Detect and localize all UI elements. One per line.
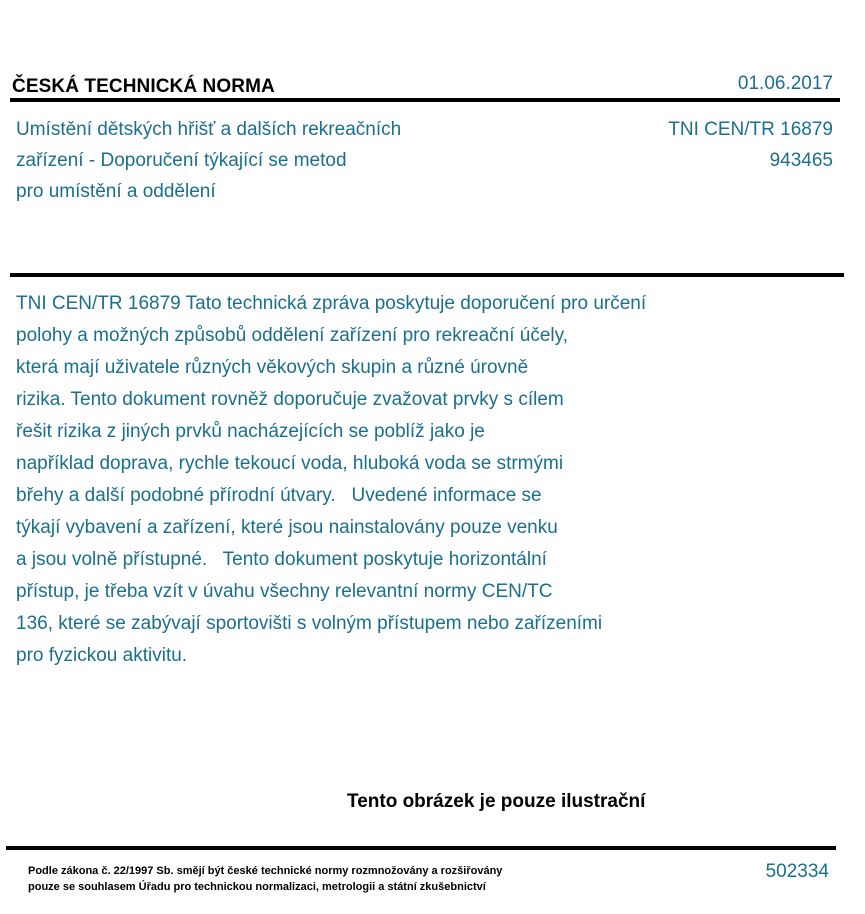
abstract-line: týkají vybavení a zařízení, které jsou nainstalovány pouze venku — [16, 517, 558, 538]
document-identifiers — [668, 114, 833, 176]
legal-notice — [28, 863, 502, 895]
title-line: pro umístění a oddělení — [16, 181, 216, 202]
abstract-line: polohy a možných způsobů oddělení zařízení pro rekreační účely, — [16, 325, 569, 346]
abstract-line: například doprava, rychle tekoucí voda, hluboká voda se strmými — [16, 453, 564, 474]
abstract-line: přístup, je třeba vzít v úvahu všechny relevantní normy CEN/TC — [16, 581, 553, 602]
document-title — [16, 114, 516, 207]
header-divider — [10, 98, 840, 102]
abstract-line: která mají uživatele různých věkových skupin a různé úrovně — [16, 357, 529, 378]
abstract-line: pro fyzickou aktivitu. — [16, 645, 188, 666]
abstract-line: rizika. Tento dokument rovněž doporučuje zvažovat prvky s cílem — [16, 389, 564, 410]
abstract-line: břehy a další podobné přírodní útvary. Uvedené informace se — [16, 485, 542, 506]
standard-type-heading: ČESKÁ TECHNICKÁ NORMA — [12, 76, 275, 97]
publication-date: 01.06.2017 — [737, 73, 833, 94]
catalog-number: 943465 — [769, 150, 833, 171]
abstract-line: a jsou volně přístupné. Tento dokument poskytuje horizontální — [16, 549, 547, 570]
abstract-line: TNI CEN/TR 16879 Tato technická zpráva poskytuje doporučení pro určení — [16, 293, 647, 314]
legal-line: pouze se souhlasem Úřadu pro technickou normalizaci, metrologii a státní zkušebnictví — [28, 881, 486, 893]
abstract-line: 136, které se zabývají sportovišti s volným přístupem nebo zařízeními — [16, 613, 603, 634]
title-divider — [10, 273, 844, 277]
legal-line: Podle zákona č. 22/1997 Sb. smějí být české technické normy rozmnožovány a rozšiřovány — [28, 865, 503, 877]
abstract-text — [16, 288, 776, 672]
standard-code: TNI CEN/TR 16879 — [668, 119, 833, 140]
title-line: Umístění dětských hřišť a dalších rekreačních — [16, 119, 402, 140]
title-line: zařízení - Doporučení týkající se metod — [16, 150, 347, 171]
footer-code: 502334 — [765, 861, 829, 882]
abstract-line: řešit rizika z jiných prvků nacházejících se poblíž jako je — [16, 421, 485, 442]
illustration-note: Tento obrázek je pouze ilustrační — [347, 791, 646, 812]
footer-divider — [6, 846, 836, 850]
